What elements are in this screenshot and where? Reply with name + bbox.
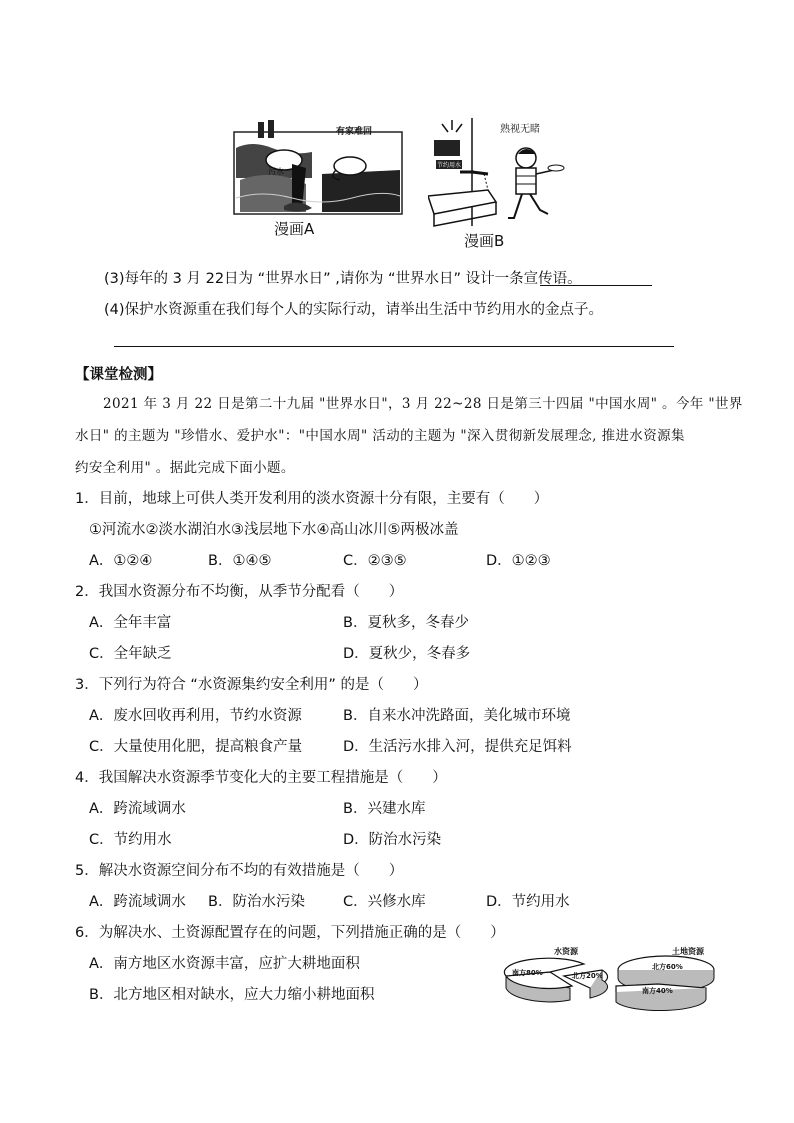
cartoon-a-drawing — [232, 118, 404, 216]
cartoon-a-caption: 漫画A — [274, 220, 315, 238]
water-pie-title: 水资源 — [554, 947, 578, 956]
passage-line-2: 水日" 的主题为 "珍惜水、爱护水"："中国水周" 活动的主题为 "深入贯彻新发展理念, 推进水资源集 — [75, 428, 685, 444]
land-pie-label-south: 南方40% — [642, 987, 673, 995]
section-title: 【课堂检测】 — [75, 367, 162, 383]
question-2-stem: 2．我国水资源分布不均衡，从季节分配看（ ） — [75, 584, 404, 600]
passage-line-1: 2021 年 3 月 22 日是第二十九届 "世界水日"，3 月 22~28 日是第三十四届 "中国水周" 。今年 "世界 — [103, 396, 743, 412]
question-1-option-d[interactable]: D．①②③ — [486, 553, 551, 569]
question-4: (4)保护水资源重在我们每个人的实际行动，请举出生活中节约用水的金点子。 — [104, 302, 604, 318]
cartoon-a-sign: 污水 — [268, 167, 284, 176]
question-1-stem: 1．目前，地球上可供人类开发利用的淡水资源十分有限，主要有（ ） — [75, 491, 549, 507]
water-pie-label-south: 南方80% — [512, 969, 543, 977]
question-6-option-a[interactable]: A．南方地区水资源丰富，应扩大耕地面积 — [89, 956, 360, 972]
question-4-stem: 4．我国解决水资源季节变化大的主要工程措施是（ ） — [75, 770, 447, 786]
question-2-option-a[interactable]: A．全年丰富 — [89, 615, 172, 631]
question-3-option-c[interactable]: C．大量使用化肥，提高粮食产量 — [89, 739, 303, 755]
resource-pie-drawing — [498, 948, 720, 1014]
question-4-option-d[interactable]: D．防治水污染 — [343, 832, 442, 848]
answer-line-4[interactable] — [114, 346, 674, 347]
question-2-option-c[interactable]: C．全年缺乏 — [89, 646, 172, 662]
question-3-stem: 3．下列行为符合 “水资源集约安全利用” 的是（ ） — [75, 677, 428, 693]
question-3-option-a[interactable]: A．废水回收再利用，节约水资源 — [89, 708, 302, 724]
cartoon-b-drawing — [428, 118, 568, 228]
question-3-text: (3)每年的 3 月 22日为 “世界水日” ,请你为 “世界水日” 设计一条宣传语。 — [104, 271, 582, 287]
cartoon-b-caption: 漫画B — [464, 232, 505, 250]
answer-blank-3[interactable] — [540, 269, 652, 286]
question-2-option-b[interactable]: B．夏秋多，冬春少 — [343, 615, 469, 631]
question-5-stem: 5．解决水资源空间分布不均的有效措施是（ ） — [75, 863, 404, 879]
land-pie-label-north: 北方60% — [652, 963, 683, 971]
question-1-sub: ①河流水②淡水湖泊水③浅层地下水④高山冰川⑤两极冰盖 — [89, 522, 459, 538]
cartoon-a-title: 有家难回 — [336, 127, 373, 137]
question-5-option-a[interactable]: A．跨流域调水 — [89, 894, 186, 910]
question-6-stem: 6．为解决水、土资源配置存在的问题，下列措施正确的是（ ） — [75, 925, 505, 941]
cartoon-a — [232, 118, 404, 238]
question-3 — [104, 269, 582, 289]
question-6-option-b[interactable]: B．北方地区相对缺水，应大力缩小耕地面积 — [89, 987, 375, 1003]
question-5-option-b[interactable]: B．防治水污染 — [208, 894, 305, 910]
question-5-option-d[interactable]: D．节约用水 — [486, 894, 570, 910]
question-1-option-a[interactable]: A．①②④ — [89, 553, 153, 569]
question-1-option-c[interactable]: C．②③⑤ — [343, 553, 407, 569]
question-4-option-c[interactable]: C．节约用水 — [89, 832, 172, 848]
question-5-option-c[interactable]: C．兴修水库 — [343, 894, 426, 910]
question-4-option-a[interactable]: A．跨流域调水 — [89, 801, 186, 817]
question-3-option-d[interactable]: D．生活污水排入河，提供充足饵料 — [343, 739, 572, 755]
land-pie-title: 土地资源 — [672, 947, 704, 956]
water-pie-label-north: 北方20% — [572, 972, 603, 980]
passage-line-3: 约安全利用" 。据此完成下面小题。 — [75, 460, 295, 476]
cartoon-b-sign: 节约用水 — [437, 162, 462, 169]
question-2-option-d[interactable]: D．夏秋少，冬春多 — [343, 646, 471, 662]
resource-pie-figure — [498, 948, 720, 1014]
question-1-option-b[interactable]: B．①④⑤ — [208, 553, 272, 569]
cartoon-b-title: 熟视无睹 — [500, 124, 540, 135]
cartoon-b — [428, 118, 568, 248]
question-3-option-b[interactable]: B．自来水冲洗路面，美化城市环境 — [343, 708, 571, 724]
question-4-option-b[interactable]: B．兴建水库 — [343, 801, 426, 817]
